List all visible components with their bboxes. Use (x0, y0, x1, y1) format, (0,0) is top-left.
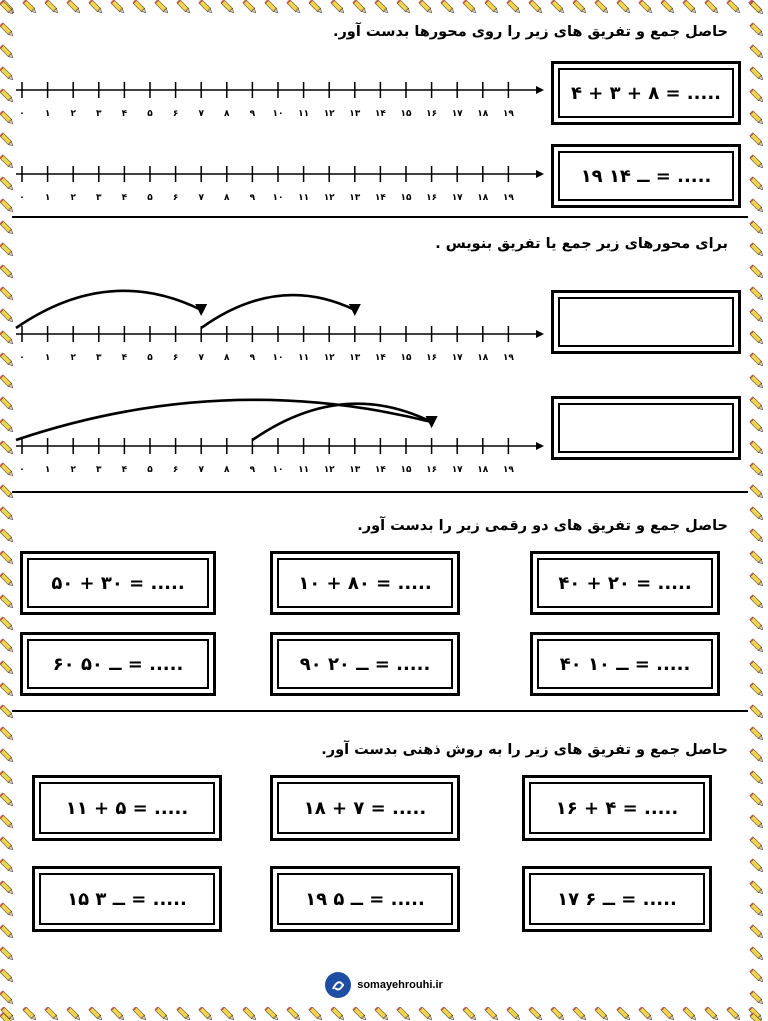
problem-text: ۱۹ ــ ۵ = ..... (277, 873, 453, 925)
problem-box-s3-1 (20, 551, 216, 615)
problem-text: ۱۱ + ۵ = ..... (39, 782, 215, 834)
tick-label: ۶ (172, 353, 179, 363)
tick-label: ۱۱ (298, 193, 310, 203)
tick-label: ۸ (224, 193, 230, 203)
problem-text: ۱۸ + ۷ = ..... (277, 782, 453, 834)
problem-text: ۱۰ + ۸۰ = ..... (277, 558, 453, 608)
tick-label: ۱۳ (349, 109, 361, 119)
tick-label: ۱۳ (349, 193, 361, 203)
number-line-jump-2 (14, 378, 549, 486)
tick-label: ۶ (172, 193, 179, 203)
tick-label: ۱۷ (451, 353, 463, 363)
tick-label: ۱۵ (400, 465, 412, 475)
tick-label: ۱۴ (374, 353, 386, 363)
number-line-jump-1 (14, 266, 549, 374)
tick-label: ۱۹ (502, 193, 514, 203)
tick-label: ۱۰ (272, 465, 284, 475)
tick-label: ۷ (198, 193, 204, 203)
problem-box-s1-2 (551, 144, 741, 208)
tick-label: ۱۴ (374, 109, 386, 119)
tick-label: ۱۰ (272, 193, 284, 203)
arrow-head (195, 304, 207, 316)
tick-label: ۱۵ (400, 353, 412, 363)
tick-label: ۳ (96, 353, 102, 363)
tick-label: ۱۱ (298, 465, 310, 475)
tick-label: ۱۷ (451, 109, 463, 119)
tick-label: ۲ (70, 465, 76, 475)
tick-label: ۱۳ (349, 353, 361, 363)
tick-label: ۰ (19, 353, 25, 363)
problem-box-s4-5 (270, 866, 460, 932)
problem-text: ۵۰ + ۳۰ = ..... (27, 558, 209, 608)
tick-label: ۸ (224, 465, 230, 475)
tick-label: ۲ (70, 109, 76, 119)
tick-label: ۱۸ (477, 193, 489, 203)
problem-box-s4-3 (522, 775, 712, 841)
section4-heading: حاصل جمع و تفریق های زیر را به روش ذهنی بدست آور. (321, 742, 728, 758)
problem-text: ۴ + ۳ + ۸ = ..... (558, 68, 734, 118)
tick-label: ۹ (249, 109, 256, 119)
section-divider-3 (12, 710, 748, 712)
tick-label: ۰ (19, 193, 25, 203)
tick-label: ۵ (147, 465, 153, 475)
tick-label: ۱۸ (477, 109, 489, 119)
tick-label: ۱ (44, 109, 51, 119)
tick-label: ۹ (249, 193, 256, 203)
tick-label: ۱۵ (400, 193, 412, 203)
tick-label: ۱۸ (477, 465, 489, 475)
number-line-2 (14, 162, 549, 214)
problem-box-s3-3 (530, 551, 720, 615)
tick-label: ۱۲ (323, 353, 335, 363)
problem-text: ۱۷ ــ ۶ = ..... (529, 873, 705, 925)
tick-label: ۰ (19, 109, 25, 119)
tick-label: ۳ (96, 465, 102, 475)
problem-text: ۶۰ ــ ۵۰ = ..... (27, 639, 209, 689)
section2-heading: برای محورهای زیر جمع یا تفریق بنویس . (435, 236, 728, 252)
tick-label: ۱۹ (502, 465, 514, 475)
tick-label: ۵ (147, 353, 153, 363)
tick-label: ۳ (96, 193, 102, 203)
number-line-1 (14, 78, 549, 130)
problem-text: ۴۰ + ۲۰ = ..... (537, 558, 713, 608)
tick-label: ۹ (249, 465, 256, 475)
tick-label: ۱۳ (349, 465, 361, 475)
tick-label: ۴ (121, 465, 128, 475)
tick-label: ۹ (249, 353, 256, 363)
tick-label: ۱۷ (451, 465, 463, 475)
tick-label: ۳ (96, 109, 102, 119)
tick-label: ۵ (147, 193, 153, 203)
problem-box-s3-2 (270, 551, 460, 615)
tick-label: ۴ (121, 193, 128, 203)
problem-text: ۱۶ + ۴ = ..... (529, 782, 705, 834)
tick-label: ۱۱ (298, 353, 310, 363)
problem-box-s4-6 (522, 866, 712, 932)
section1-heading: حاصل جمع و تفریق های زیر را روی محورها بدست آور. (332, 24, 728, 40)
footer (0, 970, 768, 1000)
problem-box-s4-2 (270, 775, 460, 841)
section-divider-1 (12, 216, 748, 218)
tick-label: ۱۶ (426, 465, 438, 475)
tick-label: ۲ (70, 193, 76, 203)
tick-label: ۱ (44, 193, 51, 203)
tick-label: ۱ (44, 465, 51, 475)
answer-box-s2-1[interactable] (551, 290, 741, 354)
answer-field[interactable] (558, 297, 734, 347)
tick-label: ۲ (70, 353, 76, 363)
tick-label: ۱۸ (477, 353, 489, 363)
tick-label: ۱۹ (502, 109, 514, 119)
problem-box-s3-4 (20, 632, 216, 696)
tick-label: ۱۲ (323, 193, 335, 203)
tick-label: ۱۴ (374, 193, 386, 203)
pencil-border-right (746, 0, 768, 1021)
tick-label: ۱۶ (426, 109, 438, 119)
tick-label: ۱۴ (374, 465, 386, 475)
problem-text: ۹۰ ــ ۲۰ = ..... (277, 639, 453, 689)
tick-label: ۱۶ (426, 353, 438, 363)
tick-label: ۷ (198, 353, 204, 363)
tick-label: ۴ (121, 353, 128, 363)
problem-box-s4-4 (32, 866, 222, 932)
site-url[interactable]: somayehrouhi.ir (357, 979, 443, 991)
section3-heading: حاصل جمع و تفریق های دو رقمی زیر را بدست آور. (357, 518, 728, 534)
problem-text: ۴۰ ــ ۱۰ = ..... (537, 639, 713, 689)
pencil-border-top (0, 0, 768, 14)
problem-box-s3-6 (530, 632, 720, 696)
jump-arc (16, 400, 432, 440)
pencil-border-bottom (0, 1007, 768, 1021)
tick-label: ۶ (172, 109, 179, 119)
tick-label: ۱۵ (400, 109, 412, 119)
tick-label: ۱۷ (451, 193, 463, 203)
section-divider-2 (12, 491, 748, 493)
problem-text: ۱۹ ــ ۱۴ = ..... (558, 151, 734, 201)
tick-label: ۵ (147, 109, 153, 119)
answer-field[interactable] (558, 403, 734, 453)
tick-label: ۷ (198, 109, 204, 119)
tick-label: ۰ (19, 465, 25, 475)
problem-box-s3-5 (270, 632, 460, 696)
tick-label: ۱۶ (426, 193, 438, 203)
answer-box-s2-2[interactable] (551, 396, 741, 460)
tick-label: ۶ (172, 465, 179, 475)
tick-label: ۱۰ (272, 353, 284, 363)
tick-label: ۷ (198, 465, 204, 475)
tick-label: ۱ (44, 353, 51, 363)
tick-label: ۱۱ (298, 109, 310, 119)
tick-label: ۸ (224, 353, 230, 363)
jump-arc (252, 404, 431, 440)
jump-arc (16, 291, 201, 328)
tick-label: ۱۰ (272, 109, 284, 119)
problem-box-s1-1 (551, 61, 741, 125)
problem-box-s4-1 (32, 775, 222, 841)
site-logo-icon (325, 972, 351, 998)
tick-label: ۸ (224, 109, 230, 119)
pencil-border-left (0, 0, 14, 1021)
tick-label: ۱۲ (323, 465, 335, 475)
arrow-head (349, 304, 361, 316)
jump-arc (201, 295, 355, 328)
tick-label: ۱۹ (502, 353, 514, 363)
tick-label: ۱۲ (323, 109, 335, 119)
problem-text: ۱۵ ــ ۳ = ..... (39, 873, 215, 925)
tick-label: ۴ (121, 109, 128, 119)
